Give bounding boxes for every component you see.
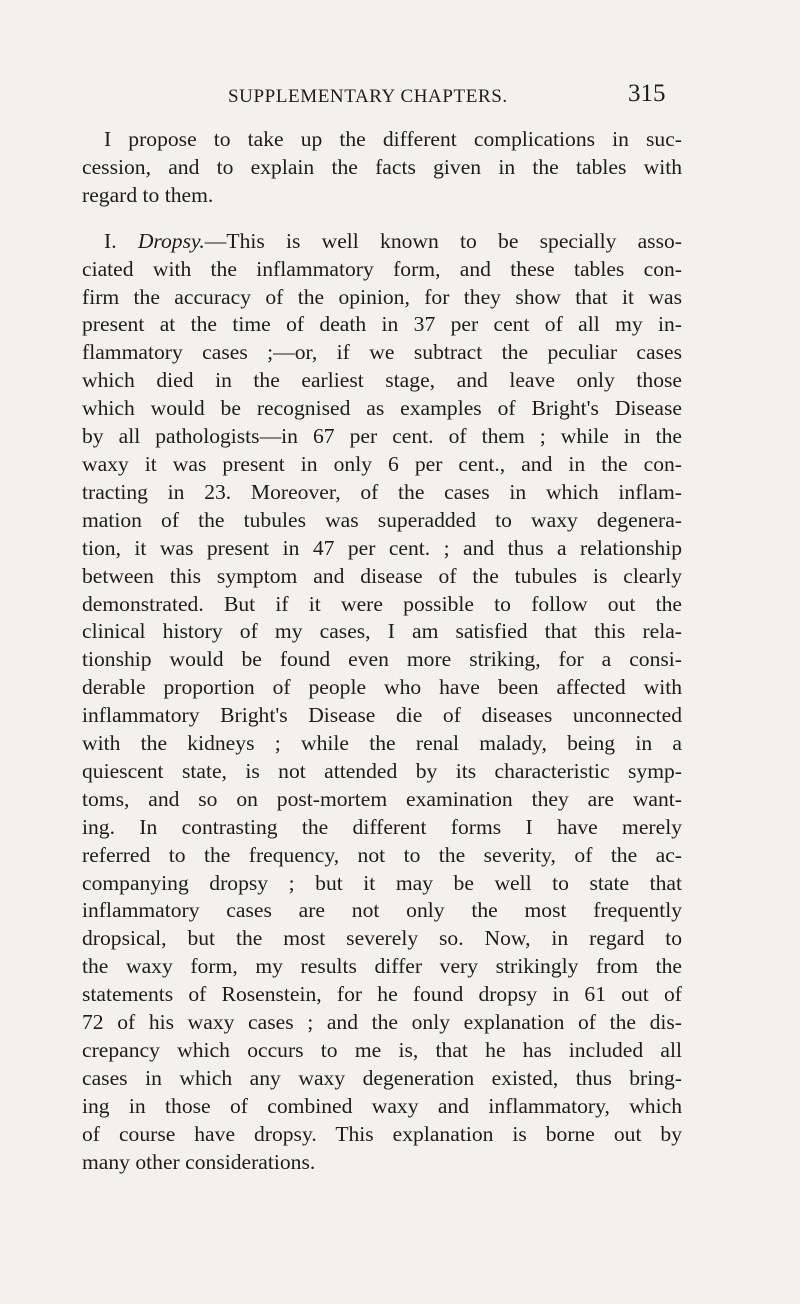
text-line: crepancy which occurs to me is, that he has included all [82,1038,682,1062]
text-line: I propose to take up the different complications in suc- [104,127,682,151]
text-line: which died in the earliest stage, and leave only those [82,368,682,393]
text-line: between this symptom and disease of the tubules is clearly [82,563,682,588]
text-line: I. Dropsy.—This is well known to be specially asso- [104,228,682,253]
section-label-italic: Dropsy. [137,228,205,253]
paragraph-1 [82,126,682,210]
text-line: the waxy form, my results differ very strikingly from the [82,954,682,979]
text-line: ing in those of combined waxy and inflammatory, which [82,1093,682,1118]
text-line: with the kidneys ; while the renal malady, being in a [82,731,682,756]
paragraph-gap [82,210,682,228]
text-line: referred to the frequency, not to the severity, of the ac- [82,842,682,867]
text-line: quiescent state, is not attended by its characteristic symp- [82,758,682,783]
paragraph-2 [82,228,682,1177]
text-line: regard to them. [82,182,214,207]
text-line: waxy it was present in only 6 per cent., and in the con- [82,451,682,476]
text-line: which would be recognised as examples of Bright's Disease [82,396,682,421]
text-line: dropsical, but the most severely so. Now, in regard to [82,926,682,951]
text-line: tionship would be found even more striking, for a consi- [82,647,682,672]
text-line: tracting in 23. Moreover, of the cases in which inflam- [82,479,682,504]
text-line: flammatory cases ;—or, if we subtract the peculiar cases [82,340,682,365]
text-line: tion, it was present in 47 per cent. ; and thus a relationship [82,535,682,560]
text-line: inflammatory Bright's Disease die of diseases unconnected [82,703,682,728]
text-line: ciated with the inflammatory form, and these tables con- [82,256,682,281]
text-line: 72 of his waxy cases ; and the only explanation of the dis- [82,1010,682,1035]
text-line: by all pathologists—in 67 per cent. of them ; while in the [82,424,682,449]
body-text [82,126,682,1177]
text-line: of course have dropsy. This explanation is borne out by [82,1121,682,1146]
page-number: 315 [628,80,666,107]
text-line: derable proportion of people who have been affected with [82,675,682,700]
running-title: SUPPLEMENTARY CHAPTERS. [228,86,508,107]
running-head [0,80,800,114]
text-line: companying dropsy ; but it may be well to state that [82,870,682,895]
text-line: firm the accuracy of the opinion, for they show that it was [82,284,682,309]
text-line: cession, and to explain the facts given in the tables with [82,154,682,179]
text-line: many other considerations. [82,1149,316,1174]
text-line: ing. In contrasting the different forms I have merely [82,814,682,839]
text-line: clinical history of my cases, I am satisfied that this rela- [82,619,682,644]
text-line: mation of the tubules was superadded to waxy degenera- [82,507,682,532]
text-line: demonstrated. But if it were possible to follow out the [82,591,682,616]
text-line: inflammatory cases are not only the most frequently [82,898,682,923]
text-line: present at the time of death in 37 per cent of all my in- [82,312,682,337]
text-line: statements of Rosenstein, for he found dropsy in 61 out of [82,982,682,1007]
text-line: cases in which any waxy degeneration existed, thus bring- [82,1065,682,1090]
text-line: toms, and so on post-mortem examination they are want- [82,786,682,811]
